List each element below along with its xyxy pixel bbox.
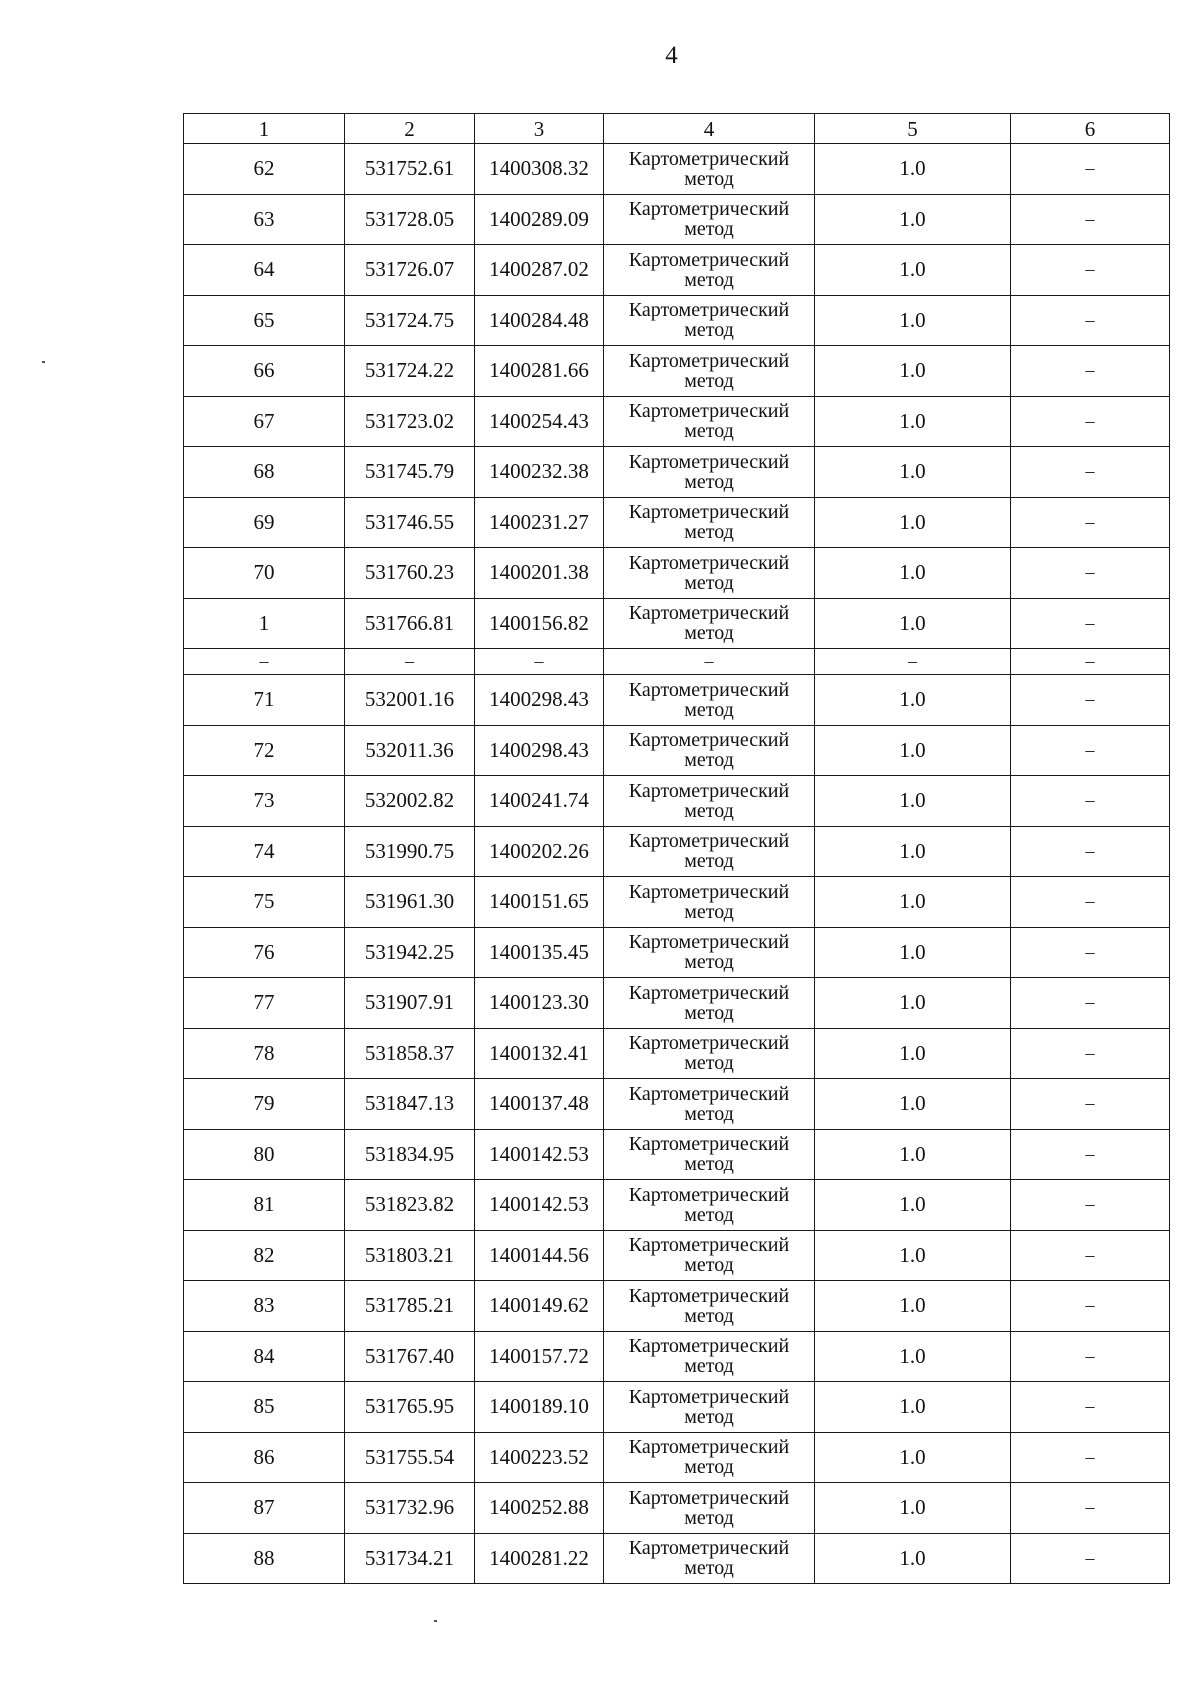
- y-coordinate-cell: 1400223.52: [475, 1432, 604, 1483]
- point-number-cell: 64: [184, 245, 345, 296]
- method-cell: [604, 725, 815, 776]
- accuracy-cell: 1.0: [815, 1129, 1011, 1180]
- dash-cell: –: [1011, 1331, 1170, 1382]
- table-row: [184, 396, 1170, 447]
- point-number-cell: 73: [184, 776, 345, 827]
- method-cell: [604, 144, 815, 195]
- table-row: [184, 447, 1170, 498]
- dash-cell: –: [1011, 194, 1170, 245]
- y-coordinate-cell: 1400132.41: [475, 1028, 604, 1079]
- x-coordinate-cell: 531858.37: [345, 1028, 475, 1079]
- point-number-cell: 66: [184, 346, 345, 397]
- x-coordinate-cell: 531823.82: [345, 1180, 475, 1231]
- dash-cell: –: [1011, 447, 1170, 498]
- method-text-line1: Картометрический: [628, 400, 790, 423]
- method-cell: [604, 826, 815, 877]
- dash-cell: –: [1011, 1533, 1170, 1584]
- accuracy-cell: 1.0: [815, 1483, 1011, 1534]
- table-row: [184, 346, 1170, 397]
- table-row: [184, 1483, 1170, 1534]
- table-row: [184, 1533, 1170, 1584]
- method-cell: [604, 598, 815, 649]
- y-coordinate-cell: 1400281.22: [475, 1533, 604, 1584]
- method-text-line1: Картометрический: [628, 830, 790, 853]
- method-cell: [604, 295, 815, 346]
- table-row: [184, 194, 1170, 245]
- dash-cell: –: [1011, 295, 1170, 346]
- method-text-line2: метод: [684, 571, 734, 594]
- method-text-line1: Картометрический: [628, 779, 790, 802]
- table-body-top: [184, 144, 1170, 649]
- table-row: [184, 548, 1170, 599]
- x-coordinate-cell: 531724.22: [345, 346, 475, 397]
- y-coordinate-cell: 1400232.38: [475, 447, 604, 498]
- y-coordinate-cell: 1400254.43: [475, 396, 604, 447]
- accuracy-cell: 1.0: [815, 447, 1011, 498]
- method-text-line2: метод: [684, 1405, 734, 1428]
- table-row: [184, 295, 1170, 346]
- scan-speck: [42, 361, 45, 363]
- method-text-line2: метод: [684, 1153, 734, 1176]
- dash-cell: –: [1011, 725, 1170, 776]
- method-text-line2: метод: [684, 1203, 734, 1226]
- method-cell: [604, 447, 815, 498]
- point-number-cell: 80: [184, 1129, 345, 1180]
- method-text-line1: Картометрический: [628, 981, 790, 1004]
- y-coordinate-cell: 1400201.38: [475, 548, 604, 599]
- table-row: [184, 826, 1170, 877]
- method-cell: [604, 1230, 815, 1281]
- accuracy-cell: 1.0: [815, 1180, 1011, 1231]
- table-row: [184, 675, 1170, 726]
- accuracy-cell: 1.0: [815, 295, 1011, 346]
- method-text-line2: метод: [684, 1557, 734, 1580]
- method-text-line1: Картометрический: [628, 1234, 790, 1257]
- y-coordinate-cell: 1400287.02: [475, 245, 604, 296]
- table-row: [184, 245, 1170, 296]
- method-text-line1: Картометрический: [628, 729, 790, 752]
- dash-cell: –: [1011, 1180, 1170, 1231]
- dash-cell: –: [1011, 826, 1170, 877]
- method-text-line1: Картометрический: [628, 198, 790, 221]
- table-row: [184, 1382, 1170, 1433]
- dash-cell: –: [475, 649, 604, 675]
- x-coordinate-cell: 531760.23: [345, 548, 475, 599]
- dash-cell: –: [1011, 1230, 1170, 1281]
- method-cell: [604, 194, 815, 245]
- accuracy-cell: 1.0: [815, 826, 1011, 877]
- point-number-cell: 65: [184, 295, 345, 346]
- dash-cell: –: [1011, 649, 1170, 675]
- y-coordinate-cell: 1400281.66: [475, 346, 604, 397]
- method-text-line1: Картометрический: [628, 1385, 790, 1408]
- method-cell: [604, 1129, 815, 1180]
- y-coordinate-cell: 1400289.09: [475, 194, 604, 245]
- point-number-cell: 76: [184, 927, 345, 978]
- dash-cell: –: [1011, 776, 1170, 827]
- x-coordinate-cell: 531767.40: [345, 1331, 475, 1382]
- x-coordinate-cell: 532002.82: [345, 776, 475, 827]
- method-text-line2: метод: [684, 698, 734, 721]
- dash-cell: –: [1011, 1281, 1170, 1332]
- method-cell: [604, 1382, 815, 1433]
- method-text-line1: Картометрический: [628, 1183, 790, 1206]
- x-coordinate-cell: 531834.95: [345, 1129, 475, 1180]
- method-text-line1: Картометрический: [628, 501, 790, 524]
- accuracy-cell: 1.0: [815, 1533, 1011, 1584]
- method-text-line1: Картометрический: [628, 1082, 790, 1105]
- y-coordinate-cell: 1400157.72: [475, 1331, 604, 1382]
- table-row: [184, 598, 1170, 649]
- y-coordinate-cell: 1400241.74: [475, 776, 604, 827]
- dash-cell: –: [1011, 1079, 1170, 1130]
- method-text-line1: Картометрический: [628, 248, 790, 271]
- point-number-cell: 74: [184, 826, 345, 877]
- dash-cell: –: [1011, 548, 1170, 599]
- table-row: [184, 725, 1170, 776]
- x-coordinate-cell: 531803.21: [345, 1230, 475, 1281]
- accuracy-cell: 1.0: [815, 346, 1011, 397]
- dash-cell: –: [604, 649, 815, 675]
- point-number-cell: 77: [184, 978, 345, 1029]
- method-text-line1: Картометрический: [628, 1335, 790, 1358]
- y-coordinate-cell: 1400156.82: [475, 598, 604, 649]
- table-row: [184, 144, 1170, 195]
- point-number-cell: 82: [184, 1230, 345, 1281]
- method-cell: [604, 776, 815, 827]
- accuracy-cell: 1.0: [815, 675, 1011, 726]
- dash-cell: –: [1011, 144, 1170, 195]
- method-text-line2: метод: [684, 850, 734, 873]
- point-number-cell: 85: [184, 1382, 345, 1433]
- method-text-line2: метод: [684, 268, 734, 291]
- x-coordinate-cell: 531766.81: [345, 598, 475, 649]
- dash-cell: –: [1011, 1382, 1170, 1433]
- column-header: 5: [815, 114, 1011, 144]
- accuracy-cell: 1.0: [815, 1432, 1011, 1483]
- method-cell: [604, 1533, 815, 1584]
- table-row: [184, 497, 1170, 548]
- method-cell: [604, 497, 815, 548]
- accuracy-cell: 1.0: [815, 978, 1011, 1029]
- table-row: [184, 1079, 1170, 1130]
- accuracy-cell: 1.0: [815, 1331, 1011, 1382]
- method-cell: [604, 1483, 815, 1534]
- x-coordinate-cell: 531728.05: [345, 194, 475, 245]
- y-coordinate-cell: 1400231.27: [475, 497, 604, 548]
- dash-cell: –: [1011, 1483, 1170, 1534]
- y-coordinate-cell: 1400137.48: [475, 1079, 604, 1130]
- point-number-cell: 72: [184, 725, 345, 776]
- dash-cell: –: [1011, 927, 1170, 978]
- column-header: 3: [475, 114, 604, 144]
- accuracy-cell: 1.0: [815, 598, 1011, 649]
- dash-cell: –: [1011, 598, 1170, 649]
- accuracy-cell: 1.0: [815, 396, 1011, 447]
- point-number-cell: 63: [184, 194, 345, 245]
- method-cell: [604, 346, 815, 397]
- point-number-cell: 1: [184, 598, 345, 649]
- column-header: 4: [604, 114, 815, 144]
- x-coordinate-cell: 531746.55: [345, 497, 475, 548]
- accuracy-cell: 1.0: [815, 1028, 1011, 1079]
- method-cell: [604, 1331, 815, 1382]
- separator-section: [184, 649, 1170, 675]
- table-row: [184, 978, 1170, 1029]
- x-coordinate-cell: 531732.96: [345, 1483, 475, 1534]
- method-text-line1: Картометрический: [628, 931, 790, 954]
- point-number-cell: 87: [184, 1483, 345, 1534]
- y-coordinate-cell: 1400149.62: [475, 1281, 604, 1332]
- point-number-cell: 88: [184, 1533, 345, 1584]
- method-text-line1: Картометрический: [628, 880, 790, 903]
- method-text-line2: метод: [684, 1052, 734, 1075]
- coordinates-table: [183, 113, 1170, 1584]
- method-cell: [604, 1180, 815, 1231]
- x-coordinate-cell: 531745.79: [345, 447, 475, 498]
- column-header: 1: [184, 114, 345, 144]
- method-text-line2: метод: [684, 218, 734, 241]
- x-coordinate-cell: 531847.13: [345, 1079, 475, 1130]
- point-number-cell: 79: [184, 1079, 345, 1130]
- method-cell: [604, 978, 815, 1029]
- method-text-line2: метод: [684, 622, 734, 645]
- x-coordinate-cell: 531765.95: [345, 1382, 475, 1433]
- table-row: [184, 927, 1170, 978]
- y-coordinate-cell: 1400135.45: [475, 927, 604, 978]
- x-coordinate-cell: 531907.91: [345, 978, 475, 1029]
- y-coordinate-cell: 1400142.53: [475, 1180, 604, 1231]
- x-coordinate-cell: 531734.21: [345, 1533, 475, 1584]
- x-coordinate-cell: 531785.21: [345, 1281, 475, 1332]
- table-row: [184, 1432, 1170, 1483]
- y-coordinate-cell: 1400123.30: [475, 978, 604, 1029]
- accuracy-cell: 1.0: [815, 144, 1011, 195]
- dash-cell: –: [1011, 346, 1170, 397]
- accuracy-cell: 1.0: [815, 1079, 1011, 1130]
- method-text-line2: метод: [684, 1456, 734, 1479]
- method-text-line1: Картометрический: [628, 678, 790, 701]
- method-text-line1: Картометрический: [628, 450, 790, 473]
- method-text-line2: метод: [684, 1102, 734, 1125]
- method-cell: [604, 927, 815, 978]
- dash-cell: –: [1011, 1129, 1170, 1180]
- accuracy-cell: 1.0: [815, 497, 1011, 548]
- method-cell: [604, 245, 815, 296]
- dash-cell: –: [1011, 675, 1170, 726]
- point-number-cell: 62: [184, 144, 345, 195]
- method-text-line1: Картометрический: [628, 147, 790, 170]
- table-body-bottom: [184, 675, 1170, 1584]
- method-text-line2: метод: [684, 1304, 734, 1327]
- table-header-row: [184, 114, 1170, 144]
- method-text-line2: метод: [684, 1355, 734, 1378]
- dash-cell: –: [1011, 396, 1170, 447]
- method-text-line2: метод: [684, 521, 734, 544]
- page-number: 4: [665, 42, 678, 69]
- dash-cell: –: [1011, 978, 1170, 1029]
- method-text-line1: Картометрический: [628, 1284, 790, 1307]
- x-coordinate-cell: 531961.30: [345, 877, 475, 928]
- y-coordinate-cell: 1400189.10: [475, 1382, 604, 1433]
- method-cell: [604, 548, 815, 599]
- x-coordinate-cell: 532011.36: [345, 725, 475, 776]
- y-coordinate-cell: 1400252.88: [475, 1483, 604, 1534]
- method-text-line2: метод: [684, 167, 734, 190]
- y-coordinate-cell: 1400144.56: [475, 1230, 604, 1281]
- y-coordinate-cell: 1400142.53: [475, 1129, 604, 1180]
- x-coordinate-cell: 532001.16: [345, 675, 475, 726]
- method-text-line1: Картометрический: [628, 551, 790, 574]
- method-cell: [604, 1028, 815, 1079]
- point-number-cell: 69: [184, 497, 345, 548]
- method-text-line2: метод: [684, 1001, 734, 1024]
- x-coordinate-cell: 531723.02: [345, 396, 475, 447]
- method-text-line2: метод: [684, 420, 734, 443]
- dash-cell: –: [1011, 877, 1170, 928]
- method-text-line1: Картометрический: [628, 1032, 790, 1055]
- method-text-line1: Картометрический: [628, 349, 790, 372]
- method-cell: [604, 1432, 815, 1483]
- dash-cell: –: [1011, 245, 1170, 296]
- method-cell: [604, 1281, 815, 1332]
- method-cell: [604, 396, 815, 447]
- x-coordinate-cell: 531990.75: [345, 826, 475, 877]
- point-number-cell: 84: [184, 1331, 345, 1382]
- x-coordinate-cell: 531942.25: [345, 927, 475, 978]
- point-number-cell: 81: [184, 1180, 345, 1231]
- scan-speck: [434, 1620, 437, 1622]
- y-coordinate-cell: 1400308.32: [475, 144, 604, 195]
- method-text-line2: метод: [684, 749, 734, 772]
- table-row: [184, 877, 1170, 928]
- table-row: [184, 1129, 1170, 1180]
- point-number-cell: 71: [184, 675, 345, 726]
- point-number-cell: 78: [184, 1028, 345, 1079]
- table-row: [184, 1180, 1170, 1231]
- y-coordinate-cell: 1400298.43: [475, 725, 604, 776]
- separator-row: [184, 649, 1170, 675]
- method-text-line1: Картометрический: [628, 602, 790, 625]
- method-text-line1: Картометрический: [628, 1436, 790, 1459]
- x-coordinate-cell: 531752.61: [345, 144, 475, 195]
- point-number-cell: 83: [184, 1281, 345, 1332]
- x-coordinate-cell: 531724.75: [345, 295, 475, 346]
- accuracy-cell: 1.0: [815, 927, 1011, 978]
- method-text-line2: метод: [684, 799, 734, 822]
- dash-cell: –: [1011, 1028, 1170, 1079]
- accuracy-cell: 1.0: [815, 194, 1011, 245]
- method-text-line2: метод: [684, 470, 734, 493]
- point-number-cell: 68: [184, 447, 345, 498]
- column-header: 2: [345, 114, 475, 144]
- accuracy-cell: 1.0: [815, 1382, 1011, 1433]
- point-number-cell: 75: [184, 877, 345, 928]
- y-coordinate-cell: 1400202.26: [475, 826, 604, 877]
- method-text-line2: метод: [684, 319, 734, 342]
- accuracy-cell: 1.0: [815, 1230, 1011, 1281]
- dash-cell: –: [1011, 1432, 1170, 1483]
- point-number-cell: 67: [184, 396, 345, 447]
- point-number-cell: 86: [184, 1432, 345, 1483]
- accuracy-cell: 1.0: [815, 725, 1011, 776]
- table-row: [184, 1230, 1170, 1281]
- y-coordinate-cell: 1400298.43: [475, 675, 604, 726]
- method-text-line1: Картометрический: [628, 299, 790, 322]
- y-coordinate-cell: 1400284.48: [475, 295, 604, 346]
- y-coordinate-cell: 1400151.65: [475, 877, 604, 928]
- x-coordinate-cell: 531726.07: [345, 245, 475, 296]
- method-cell: [604, 675, 815, 726]
- method-text-line2: метод: [684, 369, 734, 392]
- method-text-line2: метод: [684, 1254, 734, 1277]
- x-coordinate-cell: 531755.54: [345, 1432, 475, 1483]
- column-header: 6: [1011, 114, 1170, 144]
- method-text-line2: метод: [684, 900, 734, 923]
- accuracy-cell: 1.0: [815, 548, 1011, 599]
- table-row: [184, 776, 1170, 827]
- method-cell: [604, 1079, 815, 1130]
- dash-cell: –: [815, 649, 1011, 675]
- table-row: [184, 1331, 1170, 1382]
- method-cell: [604, 877, 815, 928]
- accuracy-cell: 1.0: [815, 245, 1011, 296]
- dash-cell: –: [345, 649, 475, 675]
- method-text-line1: Картометрический: [628, 1133, 790, 1156]
- accuracy-cell: 1.0: [815, 877, 1011, 928]
- table-row: [184, 1281, 1170, 1332]
- dash-cell: –: [184, 649, 345, 675]
- dash-cell: –: [1011, 497, 1170, 548]
- accuracy-cell: 1.0: [815, 1281, 1011, 1332]
- method-text-line1: Картометрический: [628, 1537, 790, 1560]
- table-row: [184, 1028, 1170, 1079]
- accuracy-cell: 1.0: [815, 776, 1011, 827]
- method-text-line2: метод: [684, 951, 734, 974]
- method-text-line1: Картометрический: [628, 1486, 790, 1509]
- method-text-line2: метод: [684, 1506, 734, 1529]
- point-number-cell: 70: [184, 548, 345, 599]
